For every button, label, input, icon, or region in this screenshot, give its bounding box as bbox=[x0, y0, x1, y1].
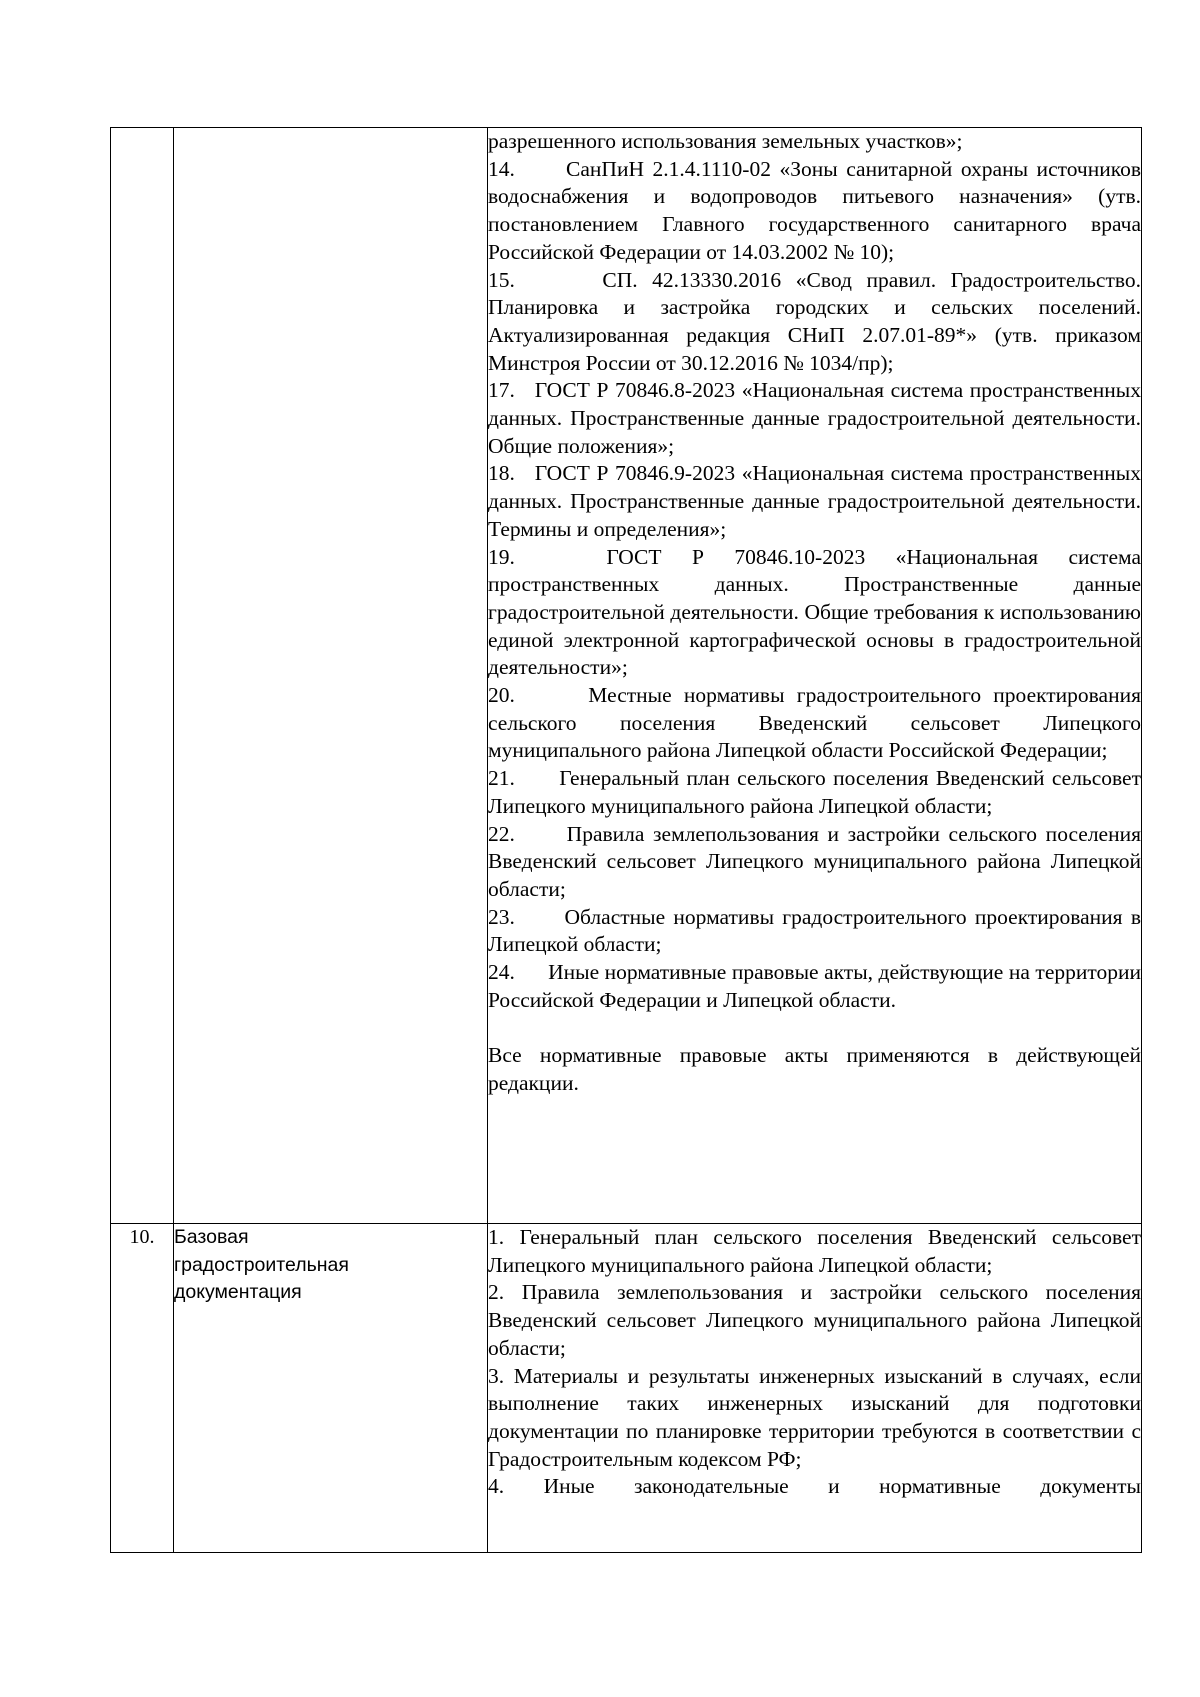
base-documentation-list-cell bbox=[488, 1224, 1142, 1553]
list-item: 23. Областные нормативы градостроительного проектирования в Липецкой области; bbox=[488, 904, 1141, 957]
table-row bbox=[111, 128, 1142, 1224]
regulations-list-cell bbox=[488, 128, 1142, 1224]
list-item: разрешенного использования земельных участков»; bbox=[488, 129, 963, 153]
row-name-cell bbox=[174, 1224, 488, 1553]
row-name-line: документация bbox=[174, 1281, 302, 1304]
row-name-line: Базовая bbox=[174, 1226, 249, 1248]
row-number-cell bbox=[111, 128, 174, 1224]
list-item: 1. Генеральный план сельского поселения Введенский сельсовет Липецкого муниципального района Липецкой области; bbox=[488, 1225, 1141, 1277]
list-item: 15. СП. 42.13330.2016 «Свод правил. Градостроительство. Планировка и застройка городских и сельских поселений. Актуализированная редакция СНиП 2.07.01-89*» (утв. приказом Минстроя России от 30.12.2016 № 1034/пр); bbox=[488, 267, 1141, 375]
list-item: 24. Иные нормативные правовые акты, действующие на территории Российской Федерации и Липецкой области. bbox=[488, 960, 1141, 1012]
requirements-table bbox=[110, 127, 1142, 1553]
list-item: 19. ГОСТ Р 70846.10-2023 «Национальная система пространственных данных. Пространственные данные градостроительной деятельности. Общие требования к использованию единой электронной картографической основы в градостроительной деятельности»; bbox=[488, 544, 1141, 680]
regulations-note: Все нормативные правовые акты применяются в действующей редакции. bbox=[488, 1043, 1141, 1095]
row-number-cell: 10. bbox=[111, 1224, 174, 1553]
list-item: 4. Иные законодательные и нормативные документы bbox=[488, 1474, 1141, 1499]
table-row bbox=[111, 1224, 1142, 1553]
row-name-line: градостроительная bbox=[174, 1253, 349, 1276]
list-item: 18. ГОСТ Р 70846.9-2023 «Национальная система пространственных данных. Пространственные данные градостроительной деятельности. Термины и определения»; bbox=[488, 461, 1141, 541]
row-name-cell bbox=[174, 128, 488, 1224]
list-item: 14. СанПиН 2.1.4.1110-02 «Зоны санитарной охраны источников водоснабжения и водопроводов питьевого назначения» (утв. постановлением Главного государственного санитарного врача Российской Федерации от 14.03.2002 № 10); bbox=[488, 156, 1141, 264]
list-item: 21. Генеральный план сельского поселения Введенский сельсовет Липецкого муниципального района Липецкой области; bbox=[488, 766, 1141, 818]
list-item: 3. Материалы и результаты инженерных изысканий в случаях, если выполнение таких инженерных изысканий для подготовки документации по планировке территории требуются в соответствии с Градостроительным кодексом РФ; bbox=[488, 1363, 1141, 1471]
list-item: 20. Местные нормативы градостроительного проектирования сельского поселения Введенский сельсовет Липецкого муниципального района Липецкой области Российской Федерации; bbox=[488, 683, 1141, 763]
list-item: 2. Правила землепользования и застройки сельского поселения Введенский сельсовет Липецкого муниципального района Липецкой области; bbox=[488, 1280, 1141, 1360]
list-item: 17. ГОСТ Р 70846.8-2023 «Национальная система пространственных данных. Пространственные данные градостроительной деятельности. Общие положения»; bbox=[488, 378, 1141, 458]
list-item: 22. Правила землепользования и застройки сельского поселения Введенский сельсовет Липецкого муниципального района Липецкой области; bbox=[488, 821, 1141, 901]
paragraph-spacer bbox=[488, 1015, 1141, 1043]
